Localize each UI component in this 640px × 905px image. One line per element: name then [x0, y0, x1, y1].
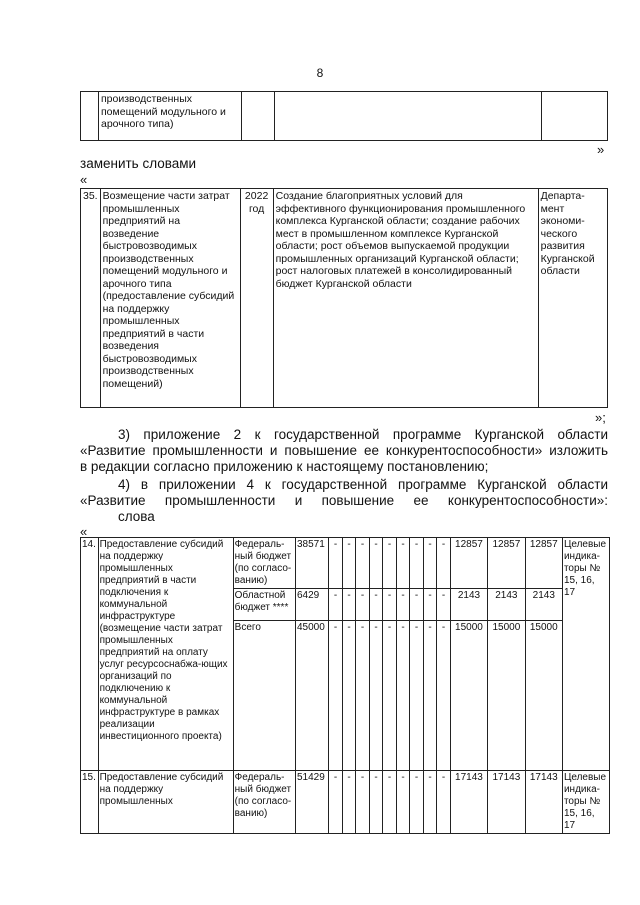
- row35-result: Создание благоприятных условий для эффективного функционирования промышленного комплекса Курганской области; создание рабочих мест в промышленном комплексе Курганской области; рост объемов выпускаемой продукции промышленных организаций Курганской области; рост налоговых платежей в консолидированный бюджет Курганской области: [273, 189, 538, 408]
- cell: -: [329, 589, 343, 621]
- row15-total-1: 51429: [296, 771, 329, 834]
- cell: -: [410, 771, 424, 834]
- cell: 2143: [450, 589, 487, 621]
- cell: -: [383, 538, 397, 589]
- cell: -: [369, 589, 383, 621]
- cell: -: [423, 621, 437, 771]
- table-row: [81, 538, 610, 589]
- cell: -: [383, 771, 397, 834]
- replace-words: заменить словами: [80, 156, 197, 171]
- cell: -: [410, 538, 424, 589]
- words: слова: [118, 509, 155, 524]
- cell: -: [437, 771, 451, 834]
- cell: -: [437, 589, 451, 621]
- page-number: 8: [316, 66, 324, 80]
- cell: -: [342, 771, 356, 834]
- cell: 15000: [525, 621, 562, 771]
- open-quote-1: «: [80, 172, 88, 187]
- cell: -: [396, 538, 410, 589]
- cell: -: [342, 621, 356, 771]
- close-quote-2: »;: [595, 410, 606, 425]
- cell: 17143: [525, 771, 562, 834]
- cell: -: [410, 621, 424, 771]
- cell: -: [437, 538, 451, 589]
- cell: -: [423, 589, 437, 621]
- cell: -: [396, 589, 410, 621]
- row15-num: 15.: [81, 771, 99, 834]
- row15-indicator: Целевые индика-торы № 15, 16, 17: [562, 771, 609, 834]
- row15-name: Предоставление субсидий на поддержку промышленных: [98, 771, 233, 834]
- cell: -: [396, 771, 410, 834]
- row14-total-2: 6429: [296, 589, 329, 621]
- row15-source-1: Федераль-ный бюджет (по согласо-ванию): [233, 771, 295, 834]
- cell: 12857: [525, 538, 562, 589]
- table-row: [81, 771, 610, 834]
- cell: 12857: [450, 538, 487, 589]
- top-table-text: производственных помещений модульного и арочного типа): [99, 92, 242, 141]
- financing-table: [80, 537, 610, 834]
- close-quote-1: »: [597, 142, 605, 157]
- row14-indicator: Целевые индика-торы № 15, 16, 17: [562, 538, 609, 771]
- cell: -: [369, 771, 383, 834]
- row14-total-3: 45000: [296, 621, 329, 771]
- para4-line1: 4) в приложении 4 к государственной программе Курганской области: [118, 477, 608, 492]
- row14-source-2: Областной бюджет ****: [233, 589, 295, 621]
- cell: -: [356, 538, 370, 589]
- top-table: [80, 91, 608, 141]
- row35-table: [80, 188, 608, 408]
- para3-line2: «Развитие промышленности и повышение ее конкурентоспособности» изложить: [80, 443, 608, 458]
- cell: -: [383, 621, 397, 771]
- row14-source-3: Всего: [233, 621, 295, 771]
- para4-line2: «Развитие промышленности и повышение ее конкурентоспособности»:: [80, 493, 608, 508]
- cell: -: [356, 621, 370, 771]
- cell: -: [329, 621, 343, 771]
- open-quote-2: «: [80, 524, 88, 539]
- row35-name: Возмещение части затрат промышленных предприятий на возведение быстровозводимых производственных помещений модульного и арочного типа (предоставление субсидий на поддержку промышленных предприятий в части возведения быстровозводимых производственных помещений): [100, 189, 240, 408]
- row35-executor: Департа-мент экономи-ческого развития Курганской области: [538, 189, 607, 408]
- row35-year: 2022 год: [240, 189, 273, 408]
- cell: -: [383, 589, 397, 621]
- cell: -: [437, 621, 451, 771]
- cell: 17143: [488, 771, 525, 834]
- cell: 17143: [450, 771, 487, 834]
- cell: -: [356, 771, 370, 834]
- cell: -: [369, 621, 383, 771]
- cell: -: [369, 538, 383, 589]
- cell: 2143: [488, 589, 525, 621]
- cell: -: [423, 538, 437, 589]
- row14-num: 14.: [81, 538, 99, 771]
- cell: -: [396, 621, 410, 771]
- row14-source-1: Федераль-ный бюджет (по согласо-ванию): [233, 538, 295, 589]
- cell: -: [423, 771, 437, 834]
- cell: 12857: [488, 538, 525, 589]
- cell: 15000: [488, 621, 525, 771]
- cell: -: [329, 538, 343, 589]
- cell: -: [342, 538, 356, 589]
- row14-total-1: 38571: [296, 538, 329, 589]
- cell: 15000: [450, 621, 487, 771]
- cell: 2143: [525, 589, 562, 621]
- para3-line1: 3) приложение 2 к государственной программе Курганской области: [118, 427, 608, 442]
- cell: -: [410, 589, 424, 621]
- row35-num: 35.: [81, 189, 101, 408]
- cell: -: [342, 589, 356, 621]
- row14-name: Предоставление субсидий на поддержку промышленных предприятий в части подключения к коммунальной инфраструктуре (возмещение части затрат промышленных предприятий на оплату услуг ресурсоснабжа-ющих организаций по подключению к коммунальной инфраструктуре в рамках реализации инвестиционного проекта): [98, 538, 233, 771]
- cell: -: [329, 771, 343, 834]
- cell: -: [356, 589, 370, 621]
- para3-line3: в редакции согласно приложению к настоящему постановлению;: [80, 459, 489, 474]
